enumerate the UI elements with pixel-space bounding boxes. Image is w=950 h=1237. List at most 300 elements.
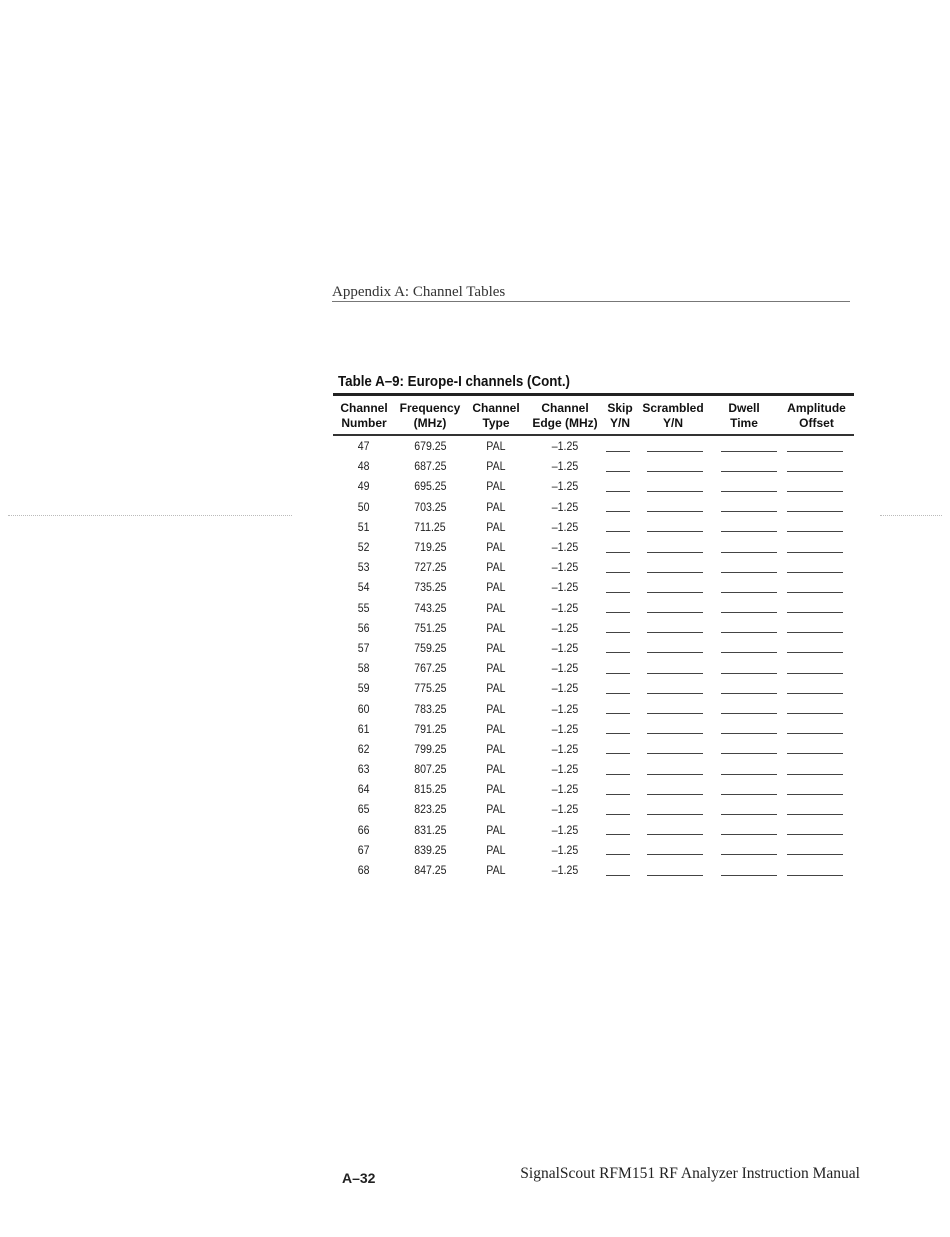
channel-type-cell <box>465 476 527 496</box>
channel-type-value: PAL <box>486 842 506 857</box>
frequency-cell <box>395 820 465 840</box>
channel-number-value: 55 <box>358 600 370 615</box>
frequency-value: 823.25 <box>413 802 447 817</box>
channel-type-cell <box>465 739 527 759</box>
channel-edge-value: –1.25 <box>551 479 579 494</box>
channel-type-cell <box>465 557 527 577</box>
scrambled-blank-line <box>647 875 703 876</box>
frequency-cell <box>395 698 465 718</box>
scrambled-blank-line <box>647 552 703 553</box>
table-title: Table A–9: Europe-I channels (Cont.) <box>338 374 570 390</box>
table-row <box>333 456 854 476</box>
channel-edge-cell <box>527 435 603 456</box>
channel-number-cell <box>333 456 395 476</box>
channel-number-cell <box>333 598 395 618</box>
channel-type-value: PAL <box>486 661 506 676</box>
dwell-time-blank-line <box>721 733 777 734</box>
channel-number-value: 48 <box>358 459 370 474</box>
amplitude-offset-blank-cell <box>779 537 854 557</box>
channel-edge-cell <box>527 476 603 496</box>
channel-number-value: 54 <box>358 580 370 595</box>
channel-number-value: 66 <box>358 822 370 837</box>
header-line: Number <box>341 416 387 430</box>
channel-number-cell <box>333 759 395 779</box>
dwell-time-blank-line <box>721 713 777 714</box>
channel-table-container <box>333 393 854 880</box>
dwell-time-blank-line <box>721 612 777 613</box>
scrambled-blank-cell <box>637 557 709 577</box>
channel-type-value: PAL <box>486 439 506 454</box>
running-head: Appendix A: Channel Tables <box>332 284 506 300</box>
frequency-value: 711.25 <box>414 519 446 534</box>
skip-blank-line <box>606 753 630 754</box>
skip-blank-cell <box>603 779 637 799</box>
channel-number-cell <box>333 698 395 718</box>
scrambled-blank-line <box>647 451 703 452</box>
channel-number-value: 51 <box>358 519 370 534</box>
manual-title: SignalScout RFM151 RF Analyzer Instruction Manual <box>520 1165 860 1182</box>
dwell-time-blank-line <box>721 753 777 754</box>
dwell-time-blank-line <box>721 652 777 653</box>
channel-edge-cell <box>527 820 603 840</box>
channel-number-cell <box>333 779 395 799</box>
dwell-time-blank-line <box>721 592 777 593</box>
amplitude-offset-blank-line <box>787 471 843 472</box>
amplitude-offset-blank-line <box>787 612 843 613</box>
table-row <box>333 840 854 860</box>
channel-number-value: 50 <box>358 499 370 514</box>
header-line: Y/N <box>609 416 630 430</box>
skip-blank-line <box>606 572 630 573</box>
frequency-value: 783.25 <box>413 701 447 716</box>
header-line: Y/N <box>662 416 683 430</box>
channel-edge-value: –1.25 <box>551 762 579 777</box>
channel-number-cell <box>333 860 395 880</box>
skip-blank-line <box>606 531 630 532</box>
amplitude-offset-blank-cell <box>779 779 854 799</box>
channel-edge-value: –1.25 <box>551 681 579 696</box>
frequency-value: 831.25 <box>413 822 447 837</box>
channel-edge-value: –1.25 <box>551 459 579 474</box>
amplitude-offset-blank-line <box>787 552 843 553</box>
skip-blank-line <box>606 774 630 775</box>
header-line: Scrambled <box>642 401 704 415</box>
channel-number-cell <box>333 739 395 759</box>
page-number: A–32 <box>342 1170 376 1186</box>
header-line: Dwell <box>728 401 760 415</box>
channel-type-value: PAL <box>486 600 506 615</box>
channel-edge-value: –1.25 <box>551 620 579 635</box>
channel-number-value: 57 <box>358 640 370 655</box>
channel-edge-cell <box>527 840 603 860</box>
frequency-cell <box>395 517 465 537</box>
table-row <box>333 435 854 456</box>
channel-edge-value: –1.25 <box>551 519 579 534</box>
frequency-value: 759.25 <box>413 640 447 655</box>
amplitude-offset-blank-cell <box>779 598 854 618</box>
column-header-dwell-time <box>709 395 779 436</box>
scrambled-blank-line <box>647 572 703 573</box>
dwell-time-blank-line <box>721 451 777 452</box>
amplitude-offset-blank-cell <box>779 739 854 759</box>
amplitude-offset-blank-cell <box>779 517 854 537</box>
header-line: Channel <box>541 401 589 415</box>
channel-edge-value: –1.25 <box>551 560 579 575</box>
amplitude-offset-blank-line <box>787 693 843 694</box>
channel-type-cell <box>465 860 527 880</box>
column-header-channel-edge <box>527 395 603 436</box>
channel-type-value: PAL <box>486 560 506 575</box>
frequency-cell <box>395 577 465 597</box>
amplitude-offset-blank-line <box>787 632 843 633</box>
channel-edge-value: –1.25 <box>551 802 579 817</box>
scrambled-blank-cell <box>637 678 709 698</box>
amplitude-offset-blank-cell <box>779 497 854 517</box>
dwell-time-blank-cell <box>709 497 779 517</box>
scrambled-blank-line <box>647 693 703 694</box>
skip-blank-cell <box>603 759 637 779</box>
frequency-cell <box>395 658 465 678</box>
skip-blank-cell <box>603 678 637 698</box>
dwell-time-blank-cell <box>709 618 779 638</box>
channel-table <box>333 393 854 880</box>
channel-edge-value: –1.25 <box>551 499 579 514</box>
channel-edge-cell <box>527 537 603 557</box>
channel-type-cell <box>465 678 527 698</box>
amplitude-offset-blank-cell <box>779 799 854 819</box>
channel-number-value: 60 <box>358 701 370 716</box>
frequency-cell <box>395 476 465 496</box>
header-line: Channel <box>472 401 520 415</box>
skip-blank-line <box>606 592 630 593</box>
skip-blank-line <box>606 673 630 674</box>
scrambled-blank-line <box>647 632 703 633</box>
skip-blank-line <box>606 814 630 815</box>
skip-blank-line <box>606 794 630 795</box>
channel-type-cell <box>465 497 527 517</box>
skip-blank-cell <box>603 658 637 678</box>
dwell-time-blank-cell <box>709 658 779 678</box>
frequency-value: 791.25 <box>413 721 447 736</box>
table-row <box>333 598 854 618</box>
table-row <box>333 678 854 698</box>
scrambled-blank-line <box>647 652 703 653</box>
channel-number-value: 52 <box>358 540 370 555</box>
frequency-value: 799.25 <box>413 741 447 756</box>
dwell-time-blank-cell <box>709 678 779 698</box>
channel-type-value: PAL <box>486 762 506 777</box>
channel-edge-cell <box>527 557 603 577</box>
scrambled-blank-line <box>647 491 703 492</box>
amplitude-offset-blank-line <box>787 713 843 714</box>
channel-number-value: 63 <box>358 762 370 777</box>
amplitude-offset-blank-cell <box>779 435 854 456</box>
table-row <box>333 799 854 819</box>
channel-number-cell <box>333 658 395 678</box>
skip-blank-cell <box>603 799 637 819</box>
channel-type-cell <box>465 698 527 718</box>
scrambled-blank-line <box>647 774 703 775</box>
channel-edge-cell <box>527 779 603 799</box>
channel-type-cell <box>465 719 527 739</box>
header-line: Type <box>482 416 510 430</box>
table-row <box>333 497 854 517</box>
frequency-cell <box>395 557 465 577</box>
dwell-time-blank-cell <box>709 598 779 618</box>
amplitude-offset-blank-line <box>787 834 843 835</box>
skip-blank-cell <box>603 557 637 577</box>
channel-number-cell <box>333 577 395 597</box>
skip-blank-cell <box>603 739 637 759</box>
table-row <box>333 618 854 638</box>
amplitude-offset-blank-line <box>787 875 843 876</box>
channel-edge-cell <box>527 497 603 517</box>
skip-blank-line <box>606 875 630 876</box>
dwell-time-blank-line <box>721 834 777 835</box>
channel-number-value: 68 <box>358 863 370 878</box>
header-line: Skip <box>607 401 633 415</box>
channel-type-value: PAL <box>486 620 506 635</box>
channel-edge-cell <box>527 719 603 739</box>
channel-number-cell <box>333 678 395 698</box>
skip-blank-cell <box>603 435 637 456</box>
channel-edge-cell <box>527 799 603 819</box>
dwell-time-blank-cell <box>709 799 779 819</box>
frequency-cell <box>395 739 465 759</box>
channel-number-cell <box>333 497 395 517</box>
channel-edge-value: –1.25 <box>551 640 579 655</box>
table-row <box>333 557 854 577</box>
channel-number-cell <box>333 799 395 819</box>
skip-blank-line <box>606 471 630 472</box>
channel-edge-value: –1.25 <box>551 782 579 797</box>
table-header <box>333 395 854 436</box>
dwell-time-blank-line <box>721 511 777 512</box>
scrambled-blank-cell <box>637 719 709 739</box>
channel-type-value: PAL <box>486 721 506 736</box>
skip-blank-cell <box>603 476 637 496</box>
channel-type-value: PAL <box>486 782 506 797</box>
amplitude-offset-blank-line <box>787 451 843 452</box>
dwell-time-blank-line <box>721 794 777 795</box>
amplitude-offset-blank-cell <box>779 456 854 476</box>
dwell-time-blank-cell <box>709 739 779 759</box>
channel-number-cell <box>333 537 395 557</box>
amplitude-offset-blank-cell <box>779 577 854 597</box>
skip-blank-cell <box>603 598 637 618</box>
frequency-cell <box>395 456 465 476</box>
scrambled-blank-line <box>647 814 703 815</box>
frequency-value: 815.25 <box>413 782 447 797</box>
scrambled-blank-cell <box>637 497 709 517</box>
skip-blank-line <box>606 854 630 855</box>
dwell-time-blank-line <box>721 552 777 553</box>
skip-blank-cell <box>603 638 637 658</box>
amplitude-offset-blank-line <box>787 794 843 795</box>
skip-blank-cell <box>603 618 637 638</box>
channel-type-cell <box>465 779 527 799</box>
channel-number-cell <box>333 618 395 638</box>
frequency-value: 727.25 <box>413 560 447 575</box>
scrambled-blank-line <box>647 733 703 734</box>
table-row <box>333 779 854 799</box>
frequency-value: 695.25 <box>413 479 447 494</box>
scrambled-blank-line <box>647 511 703 512</box>
channel-type-value: PAL <box>486 681 506 696</box>
scrambled-blank-line <box>647 713 703 714</box>
amplitude-offset-blank-cell <box>779 618 854 638</box>
skip-blank-line <box>606 491 630 492</box>
scrambled-blank-cell <box>637 820 709 840</box>
scrambled-blank-cell <box>637 779 709 799</box>
channel-type-value: PAL <box>486 863 506 878</box>
channel-edge-value: –1.25 <box>551 863 579 878</box>
amplitude-offset-blank-line <box>787 652 843 653</box>
skip-blank-line <box>606 612 630 613</box>
amplitude-offset-blank-cell <box>779 840 854 860</box>
scrambled-blank-cell <box>637 638 709 658</box>
frequency-value: 719.25 <box>413 540 447 555</box>
scrambled-blank-line <box>647 531 703 532</box>
amplitude-offset-blank-cell <box>779 860 854 880</box>
channel-edge-cell <box>527 598 603 618</box>
channel-edge-cell <box>527 739 603 759</box>
scrambled-blank-cell <box>637 577 709 597</box>
skip-blank-line <box>606 733 630 734</box>
channel-edge-cell <box>527 698 603 718</box>
frequency-cell <box>395 497 465 517</box>
dwell-time-blank-line <box>721 471 777 472</box>
channel-type-value: PAL <box>486 701 506 716</box>
channel-number-value: 58 <box>358 661 370 676</box>
scrambled-blank-cell <box>637 840 709 860</box>
amplitude-offset-blank-cell <box>779 658 854 678</box>
skip-blank-line <box>606 834 630 835</box>
table-row <box>333 698 854 718</box>
table-row <box>333 577 854 597</box>
skip-blank-cell <box>603 577 637 597</box>
column-header-channel-type <box>465 395 527 436</box>
scrambled-blank-cell <box>637 618 709 638</box>
channel-edge-cell <box>527 618 603 638</box>
dwell-time-blank-cell <box>709 456 779 476</box>
frequency-value: 775.25 <box>413 681 447 696</box>
table-row <box>333 860 854 880</box>
scrambled-blank-cell <box>637 799 709 819</box>
skip-blank-cell <box>603 840 637 860</box>
channel-number-cell <box>333 517 395 537</box>
scan-artifact-line <box>880 515 942 516</box>
dwell-time-blank-cell <box>709 435 779 456</box>
channel-type-cell <box>465 618 527 638</box>
dwell-time-blank-cell <box>709 719 779 739</box>
dwell-time-blank-cell <box>709 698 779 718</box>
header-line: Frequency <box>399 401 461 415</box>
channel-type-value: PAL <box>486 540 506 555</box>
dwell-time-blank-line <box>721 854 777 855</box>
channel-type-cell <box>465 840 527 860</box>
skip-blank-line <box>606 511 630 512</box>
amplitude-offset-blank-cell <box>779 820 854 840</box>
channel-edge-value: –1.25 <box>551 661 579 676</box>
table-row <box>333 517 854 537</box>
channel-edge-cell <box>527 456 603 476</box>
header-row <box>333 395 854 436</box>
amplitude-offset-blank-line <box>787 491 843 492</box>
table-row <box>333 658 854 678</box>
channel-type-cell <box>465 577 527 597</box>
channel-number-value: 56 <box>358 620 370 635</box>
channel-edge-value: –1.25 <box>551 701 579 716</box>
dwell-time-blank-line <box>721 632 777 633</box>
channel-edge-value: –1.25 <box>551 822 579 837</box>
frequency-cell <box>395 719 465 739</box>
channel-number-value: 64 <box>358 782 370 797</box>
channel-type-cell <box>465 759 527 779</box>
channel-type-cell <box>465 537 527 557</box>
channel-type-cell <box>465 517 527 537</box>
scrambled-blank-cell <box>637 658 709 678</box>
channel-type-cell <box>465 435 527 456</box>
column-header-channel-number <box>333 395 395 436</box>
channel-type-cell <box>465 598 527 618</box>
dwell-time-blank-cell <box>709 638 779 658</box>
channel-type-value: PAL <box>486 822 506 837</box>
dwell-time-blank-line <box>721 814 777 815</box>
scrambled-blank-cell <box>637 759 709 779</box>
amplitude-offset-blank-line <box>787 572 843 573</box>
frequency-value: 807.25 <box>413 762 447 777</box>
frequency-value: 847.25 <box>413 863 447 878</box>
amplitude-offset-blank-line <box>787 814 843 815</box>
scrambled-blank-cell <box>637 476 709 496</box>
dwell-time-blank-line <box>721 693 777 694</box>
header-line: (MHz) <box>413 416 447 430</box>
channel-number-value: 67 <box>358 842 370 857</box>
frequency-cell <box>395 638 465 658</box>
dwell-time-blank-cell <box>709 860 779 880</box>
frequency-cell <box>395 537 465 557</box>
channel-number-cell <box>333 638 395 658</box>
channel-number-value: 53 <box>358 560 370 575</box>
channel-edge-value: –1.25 <box>551 540 579 555</box>
channel-type-cell <box>465 820 527 840</box>
scrambled-blank-cell <box>637 739 709 759</box>
channel-number-value: 59 <box>358 681 370 696</box>
header-line: Channel <box>340 401 388 415</box>
scrambled-blank-line <box>647 612 703 613</box>
channel-number-value: 49 <box>358 479 370 494</box>
scrambled-blank-cell <box>637 517 709 537</box>
scrambled-blank-line <box>647 854 703 855</box>
channel-edge-cell <box>527 577 603 597</box>
skip-blank-line <box>606 451 630 452</box>
amplitude-offset-blank-line <box>787 673 843 674</box>
channel-number-value: 62 <box>358 741 370 756</box>
skip-blank-line <box>606 632 630 633</box>
scan-artifact-line <box>8 515 292 516</box>
amplitude-offset-blank-line <box>787 511 843 512</box>
table-row <box>333 638 854 658</box>
dwell-time-blank-line <box>721 491 777 492</box>
amplitude-offset-blank-cell <box>779 698 854 718</box>
dwell-time-blank-cell <box>709 476 779 496</box>
amplitude-offset-blank-line <box>787 733 843 734</box>
dwell-time-blank-line <box>721 531 777 532</box>
amplitude-offset-blank-cell <box>779 759 854 779</box>
channel-edge-value: –1.25 <box>551 721 579 736</box>
scrambled-blank-line <box>647 471 703 472</box>
